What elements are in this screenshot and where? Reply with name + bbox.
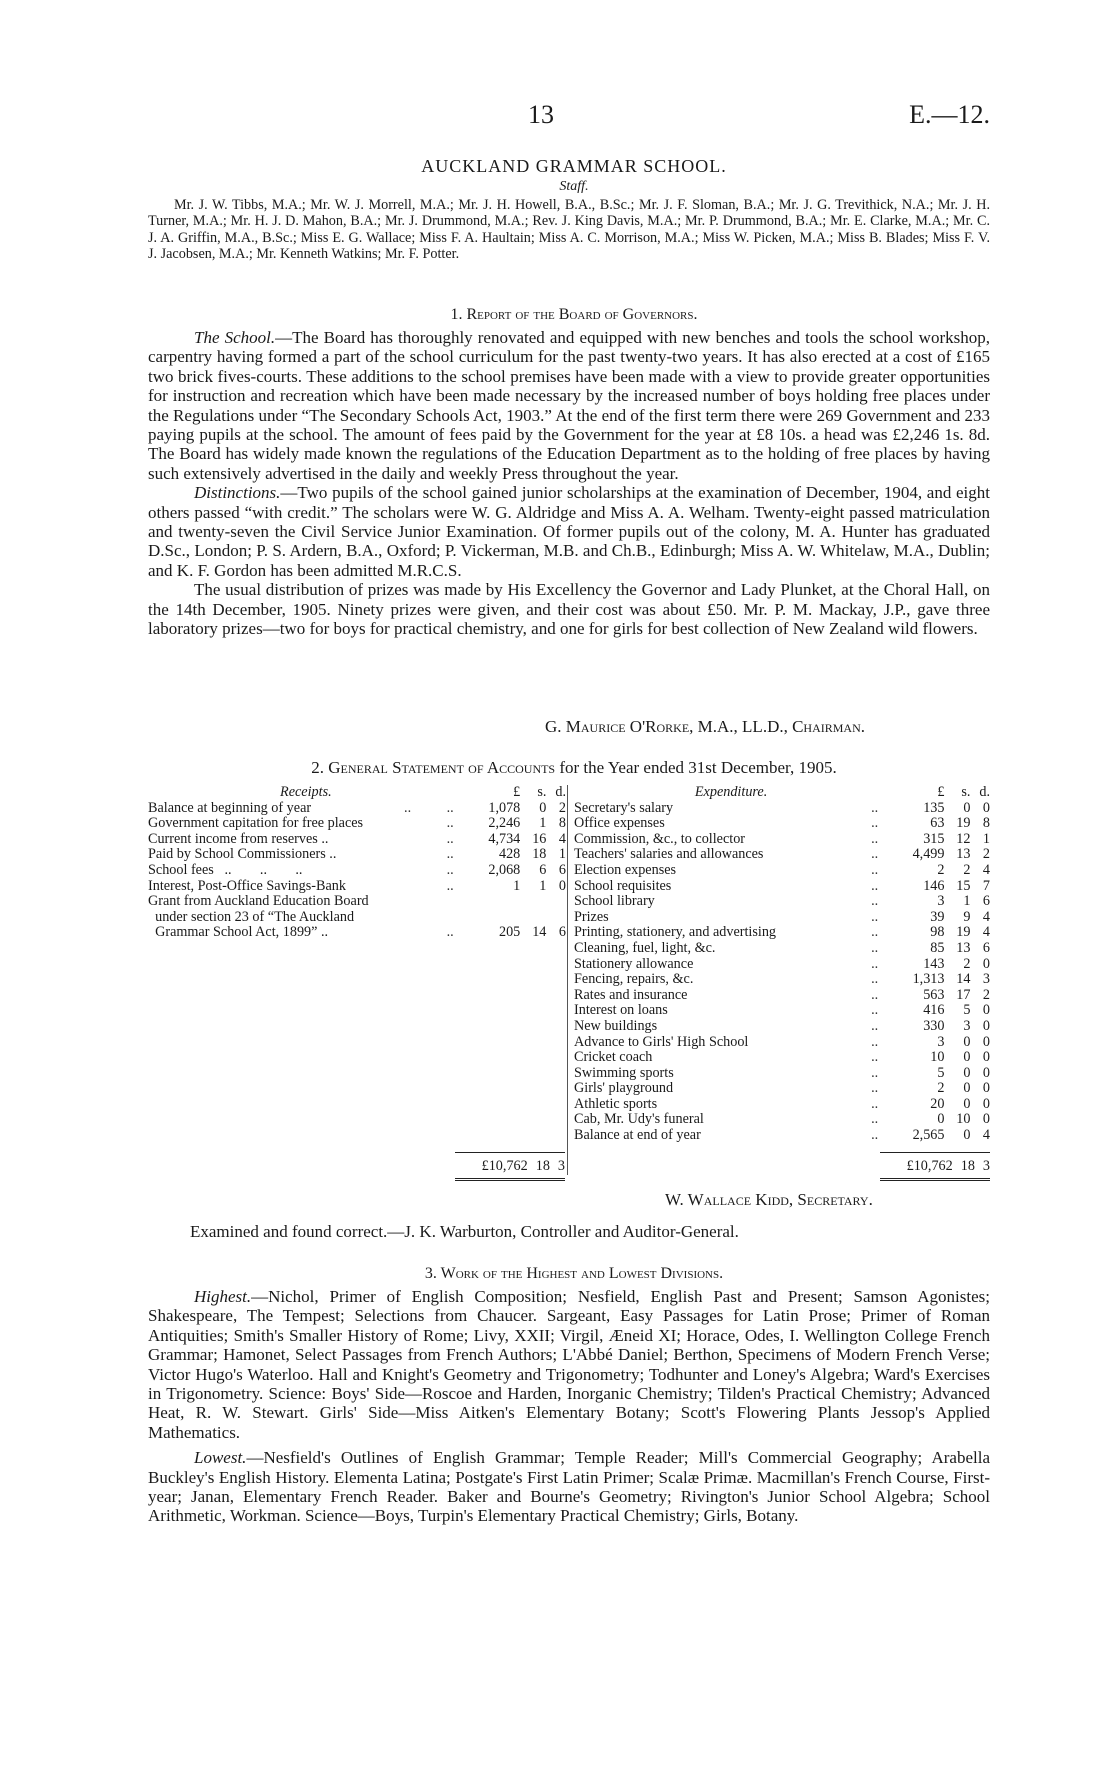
expenditure-total-rule <box>880 1152 990 1153</box>
amount-pence: 4 <box>982 908 990 925</box>
amount-pence: 6 <box>982 939 990 956</box>
account-row <box>574 1019 990 1035</box>
amount-pounds: 4,499 <box>912 846 945 863</box>
section2-heading <box>0 758 1114 778</box>
account-label <box>574 832 888 848</box>
paragraph-lowest <box>148 1448 990 1526</box>
label-text: Athletic sports <box>574 1095 658 1112</box>
account-label <box>574 1035 888 1051</box>
account-label <box>148 894 464 910</box>
amount-shillings: 0 <box>963 1095 971 1112</box>
amount-shillings: 14 <box>532 924 547 941</box>
account-label <box>574 1081 888 1097</box>
account-label <box>148 847 464 863</box>
leader-dots: .. <box>871 815 879 832</box>
total-pence: 3 <box>982 1158 990 1174</box>
label-text: New buildings <box>574 1017 658 1034</box>
label-text: Prizes <box>574 908 609 925</box>
amount-pounds: 2 <box>937 861 945 878</box>
label-text: Cleaning, fuel, light, &c. <box>574 939 716 956</box>
amount-pence: 8 <box>558 815 566 832</box>
account-row <box>148 816 566 832</box>
expenditure-column <box>574 785 990 1144</box>
amount-pounds: 2,246 <box>488 815 521 832</box>
receipts-heading: Receipts. <box>280 784 332 800</box>
leader-dots: .. .. <box>404 799 454 816</box>
account-label <box>574 847 888 863</box>
account-label <box>574 1019 888 1035</box>
amount-shillings: 19 <box>956 924 971 941</box>
paragraph-lead: Highest. <box>194 1287 252 1306</box>
amount-pence: 0 <box>982 955 990 972</box>
amount-shillings: 0 <box>963 1080 971 1097</box>
amount-pence: 0 <box>982 1049 990 1066</box>
amount-shillings: 6 <box>539 861 547 878</box>
account-label <box>574 972 888 988</box>
label-text: Government capitation for free places <box>148 815 364 832</box>
section1-heading: 1. Report of the Board of Governors. <box>450 306 698 323</box>
leader-dots: .. <box>871 893 879 910</box>
amount-pence: 0 <box>982 1033 990 1050</box>
account-row <box>148 832 566 848</box>
label-text: Stationery allowance <box>574 955 694 972</box>
amount-pence: 1 <box>982 830 990 847</box>
account-row <box>574 1050 990 1066</box>
label-text: School library <box>574 893 655 910</box>
account-label <box>148 801 464 817</box>
amount-pounds: 416 <box>923 1002 945 1019</box>
paragraph-text: The usual distribution of prizes was made by His Excellency the Governor and Lady Plunket, at the Choral Hall, on the 14th December, 1905. Ninety prizes were given, and their cost was about £50. Mr. P. M. Mackay, J.P., gave three laboratory prizes—two for boys for practical chemistry, and one for girls for best collection of New Zealand wild flowers. <box>148 580 990 639</box>
chairman-signature: G. Maurice O'Rorke, M.A., LL.D., Chairman. <box>545 717 866 736</box>
amount-pounds: 143 <box>923 955 945 972</box>
amount-pounds: 2 <box>937 1080 945 1097</box>
amount-pence: 8 <box>982 815 990 832</box>
amount-shillings: 0 <box>963 1064 971 1081</box>
amount-shillings: 17 <box>956 986 971 1003</box>
col-pounds: £ <box>937 784 945 800</box>
paragraph-highest <box>148 1287 990 1442</box>
account-row <box>148 847 566 863</box>
account-label <box>574 816 888 832</box>
leader-dots: .. <box>871 877 879 894</box>
leader-dots: .. <box>871 1111 879 1128</box>
account-row <box>574 1003 990 1019</box>
amount-pounds: 3 <box>937 893 945 910</box>
expenditure-table <box>574 785 990 1144</box>
account-label <box>574 957 888 973</box>
heading-rest: for the Year ended 31st December, 1905. <box>555 758 837 777</box>
amount-pence: 4 <box>982 1127 990 1144</box>
amount-pence: 0 <box>982 1064 990 1081</box>
leader-dots: .. <box>871 1049 879 1066</box>
paragraph-text: —Nesfield's Outlines of English Grammar; Temple Reader; Mill's Commercial Geography; Arabella Buckley's English History. Elementa Latina; Postgate's First Latin Primer; Scalæ Primæ. Macmillan's French Course, First-year; Janan, Elementary French Reader. Baker and Bourne's Geometry; Rivington's Junior School Algebra; School Arithmetic, Workman. Science—Boys, Turpin's Elementary Practical Chemistry; Girls, Botany. <box>148 1448 990 1526</box>
total-pounds: £10,762 <box>906 1158 953 1174</box>
account-row <box>574 894 990 910</box>
section3-heading: 3. Work of the Highest and Lowest Divisions. <box>424 1265 724 1282</box>
amount-pence: 3 <box>982 971 990 988</box>
account-row <box>574 1081 990 1097</box>
amount-shillings: 1 <box>539 877 547 894</box>
account-label <box>574 879 888 895</box>
total-shillings: 18 <box>535 1158 550 1174</box>
leader-dots: .. <box>871 1064 879 1081</box>
amount-pence <box>546 910 566 926</box>
amount-pence: 0 <box>982 1002 990 1019</box>
account-label <box>574 1097 888 1113</box>
account-label <box>148 910 464 926</box>
amount-pence: 0 <box>982 1095 990 1112</box>
expenditure-total <box>865 1158 990 1175</box>
account-row <box>574 879 990 895</box>
amount-shillings: 15 <box>956 877 971 894</box>
amount-shillings: 12 <box>956 830 971 847</box>
label-text: Rates and insurance <box>574 986 688 1003</box>
label-text: Swimming sports <box>574 1064 674 1081</box>
amount-pence: 4 <box>982 861 990 878</box>
amount-pounds: 205 <box>498 924 521 941</box>
amount-pounds: 63 <box>930 815 945 832</box>
label-text: Cab, Mr. Udy's funeral <box>574 1111 704 1128</box>
col-pounds: £ <box>513 784 521 800</box>
leader-dots: .. <box>871 1017 879 1034</box>
amount-pence: 0 <box>982 1017 990 1034</box>
leader-dots: .. <box>871 830 879 847</box>
amount-shillings: 10 <box>956 1111 971 1128</box>
account-row <box>148 894 566 910</box>
amount-shillings: 3 <box>963 1017 971 1034</box>
amount-pence <box>546 894 566 910</box>
account-label <box>574 801 888 817</box>
amount-pence: 0 <box>558 877 566 894</box>
expenditure-total-double-rule <box>880 1178 990 1181</box>
label-text: Paid by School Commissioners .. <box>148 846 337 863</box>
amount-pence: 6 <box>982 893 990 910</box>
paragraph-school <box>148 328 990 483</box>
amount-pence: 7 <box>982 877 990 894</box>
receipts-total-rule <box>455 1152 565 1153</box>
paragraph-distinctions <box>148 483 990 580</box>
leader-dots: .. <box>871 955 879 972</box>
paragraph-text: —Two pupils of the school gained junior scholarships at the examination of December, 1904, and eight others passed “with credit.” The scholars were W. G. Aldridge and Miss A. A. Welham. Twenty-eight passed matriculation and twenty-seven the Civil Service Junior Examination. Of former pupils out of the colony, M. A. Hunter has graduated D.Sc., London; P. S. Ardern, B.A., Oxford; P. Vickerman, M.B. and Ch.B., Edinburgh; Miss A. W. Whitelaw, M.A., Dublin; and K. F. Gordon has been admitted M.R.C.S. <box>148 483 990 580</box>
amount-pounds: 1,078 <box>488 799 521 816</box>
account-label <box>574 863 888 879</box>
account-row <box>574 925 990 941</box>
leader-dots: .. <box>871 846 879 863</box>
amount-pounds <box>464 910 521 926</box>
amount-shillings: 5 <box>963 1002 971 1019</box>
account-label <box>574 1050 888 1066</box>
amount-pounds: 2,068 <box>488 861 521 878</box>
col-pence: d. <box>979 784 990 800</box>
account-label <box>574 910 888 926</box>
staff-list: Mr. J. W. Tibbs, M.A.; Mr. W. J. Morrell, M.A.; Mr. J. H. Howell, B.A., B.Sc.; Mr. J. F. Sloman, B.A.; Mr. J. G. Trevithick, N.A.; Mr. J. H. Turner, M.A.; Mr. H. J. D. Mahon, B.A.; Mr. J. Drummond, M.A.; Rev. J. King Davis, M.A.; Mr. P. Drummond, B.A.; Mr. E. Clarke, M.A.; Mr. C. J. A. Griffin, M.A., B.Sc.; Miss E. G. Wallace; Miss F. A. Haultain; Miss A. C. Morrison, M.A.; Miss W. Picken, M.A.; Miss B. Blades; Miss F. V. J. Jacobsen, M.A.; Mr. Kenneth Watkins; Mr. F. Potter. <box>148 197 990 262</box>
page-title: AUCKLAND GRAMMAR SCHOOL. <box>421 156 727 176</box>
amount-pence: 6 <box>558 924 566 941</box>
leader-dots: .. <box>446 861 454 878</box>
section3-body <box>148 1287 990 1526</box>
label-text: Teachers' salaries and allowances <box>574 846 764 863</box>
account-row <box>148 863 566 879</box>
account-row <box>574 1112 990 1128</box>
total-pounds: £10,762 <box>481 1158 528 1174</box>
account-label <box>574 941 888 957</box>
leader-dots: .. <box>871 861 879 878</box>
account-row <box>574 1035 990 1051</box>
amount-pounds: 563 <box>923 986 945 1003</box>
amount-shillings: 2 <box>963 861 971 878</box>
leader-dots: .. <box>446 877 454 894</box>
amount-pounds: 1 <box>513 877 521 894</box>
label-text: Printing, stationery, and advertising <box>574 924 777 941</box>
amount-shillings: 0 <box>539 799 547 816</box>
amount-shillings <box>520 894 546 910</box>
account-row <box>148 925 566 941</box>
account-row <box>574 1066 990 1082</box>
account-row <box>574 988 990 1004</box>
amount-pence: 4 <box>558 830 566 847</box>
label-text: Interest, Post-Office Savings-Bank <box>148 877 346 894</box>
amount-shillings: 1 <box>963 893 971 910</box>
amount-shillings <box>520 910 546 926</box>
account-label <box>574 894 888 910</box>
amount-pounds: 5 <box>937 1064 945 1081</box>
leader-dots: .. <box>871 1002 879 1019</box>
amount-pounds <box>464 894 521 910</box>
leader-dots: .. <box>446 846 454 863</box>
paragraph-lead: Lowest. <box>194 1448 247 1468</box>
amount-pence: 0 <box>982 1080 990 1097</box>
label-text: Interest on loans <box>574 1002 668 1019</box>
leader-dots: .. <box>871 1080 879 1097</box>
amount-shillings: 0 <box>963 799 971 816</box>
account-row <box>574 832 990 848</box>
paragraph-prizes <box>148 580 990 638</box>
secretary-signature: W. Wallace Kidd, Secretary. <box>665 1190 873 1209</box>
label-text: School requisites <box>574 877 672 894</box>
amount-pounds: 3 <box>937 1033 945 1050</box>
account-label <box>574 1128 888 1144</box>
account-label <box>574 1066 888 1082</box>
label-text: Commission, &c., to collector <box>574 830 746 847</box>
amount-pounds: 1,313 <box>912 971 945 988</box>
account-row <box>148 801 566 817</box>
account-row <box>574 1097 990 1113</box>
total-shillings: 18 <box>960 1158 975 1174</box>
amount-shillings: 1 <box>539 815 547 832</box>
leader-dots: .. <box>871 971 879 988</box>
paragraph-lead: The School. <box>194 328 276 347</box>
account-row <box>148 910 566 926</box>
receipts-column <box>148 785 568 941</box>
account-label <box>148 863 464 879</box>
paragraph-lead: Distinctions. <box>194 483 281 503</box>
receipts-total-double-rule <box>455 1178 565 1181</box>
amount-pence: 4 <box>982 924 990 941</box>
leader-dots: .. <box>871 799 879 816</box>
account-row <box>574 801 990 817</box>
label-text: Secretary's salary <box>574 799 674 816</box>
label-text: Girls' playground <box>574 1080 674 1097</box>
amount-pounds: 10 <box>930 1049 945 1066</box>
amount-pounds: 2,565 <box>912 1127 945 1144</box>
amount-pence: 2 <box>982 986 990 1003</box>
leader-dots: .. <box>871 924 879 941</box>
amount-pence: 2 <box>558 799 566 816</box>
label-text: Fencing, repairs, &c. <box>574 971 694 988</box>
staff-heading: Staff. <box>559 179 589 194</box>
label-text: Grammar School Act, 1899” .. <box>148 924 329 941</box>
leader-dots: .. <box>446 924 454 941</box>
paragraph-text: —The Board has thoroughly renovated and equipped with new benches and tools the school workshop, carpentry having formed a part of the school curriculum for the past twenty-two years. It has also erected at a cost of £165 two brick fives-courts. These additions to the school premises have been made with a view to provide greater opportunities for instruction and recreation which have been made necessary by the increased number of boys holding free places under the Regulations under “The Secondary Schools Act, 1903.” At the end of the first term there were 269 Government and 233 paying pupils at the school. The amount of fees paid by the Government for the year at £8 10s. a head was £2,246 1s. 8d. The Board has widely made known the regulations of the Education Department as to the holding of free places by having such extensively advertised in the daily and weekly Press throughout the year. <box>148 328 990 483</box>
leader-dots: .. <box>871 939 879 956</box>
amount-shillings: 16 <box>532 830 547 847</box>
amount-shillings: 18 <box>532 846 547 863</box>
account-row <box>148 879 566 895</box>
amount-shillings: 0 <box>963 1049 971 1066</box>
leader-dots: .. <box>871 1095 879 1112</box>
amount-pence: 6 <box>558 861 566 878</box>
amount-pounds: 85 <box>930 939 945 956</box>
leader-dots: .. <box>871 1127 879 1144</box>
page-number: 13 <box>528 100 554 129</box>
receipts-table <box>148 785 566 941</box>
label-text: Office expenses <box>574 815 665 832</box>
column-divider <box>567 785 569 1175</box>
label-text: School fees .. .. .. <box>148 861 303 878</box>
label-text: Balance at end of year <box>574 1127 701 1144</box>
amount-pence: 0 <box>982 799 990 816</box>
receipts-total <box>440 1158 565 1175</box>
paragraph-text: —Nichol, Primer of English Composition; Nesfield, English Past and Present; Samson Agonistes; Shakespeare, The Tempest; Selections from Chaucer. Sargeant, Easy Passages for Latin Prose; Primer of Roman Antiquities; Smith's Smaller History of Rome; Livy, XXII; Virgil, Æneid XI; Horace, Odes, I. Wellington College French Grammar; Hamonet, Select Passages from French Authors; L'Abbé Daniel; Berthon, Specimens of Modern French Verse; Victor Hugo's Waterloo. Hall and Knight's Geometry and Trigonometry; Todhunter and Loney's Algebra; Ward's Exercises in Trigonometry. Science: Boys' Side—Roscoe and Harden, Inorganic Chemistry; Tilden's Practical Chemistry; Advanced Heat, R. W. Stewart. Girls' Side—Miss Aitken's Elementary Botany; Scott's Flowering Plants Jessop's Applied Mathematics. <box>148 1287 990 1442</box>
amount-shillings: 0 <box>963 1033 971 1050</box>
document-reference: E.—12. <box>909 100 990 129</box>
account-row <box>574 941 990 957</box>
label-text: Current income from reserves .. <box>148 830 329 847</box>
amount-shillings: 13 <box>956 939 971 956</box>
leader-dots: .. <box>446 830 454 847</box>
amount-pounds: 20 <box>930 1095 945 1112</box>
amount-shillings: 14 <box>956 971 971 988</box>
section1-body <box>148 328 990 639</box>
amount-pence: 0 <box>982 1111 990 1128</box>
heading-small-caps: 2. General Statement of Accounts <box>311 758 556 777</box>
col-shillings: s. <box>537 784 547 800</box>
account-label <box>574 1003 888 1019</box>
account-label <box>574 1112 888 1128</box>
account-row <box>574 957 990 973</box>
account-label <box>148 925 464 941</box>
leader-dots: .. <box>871 986 879 1003</box>
auditor-note: Examined and found correct.—J. K. Warburton, Controller and Auditor-General. <box>190 1222 739 1241</box>
amount-pence: 1 <box>558 846 566 863</box>
amount-shillings: 19 <box>956 815 971 832</box>
account-label <box>574 988 888 1004</box>
label-text: Advance to Girls' High School <box>574 1033 749 1050</box>
account-label <box>574 925 888 941</box>
amount-pounds: 146 <box>923 877 945 894</box>
account-label <box>148 832 464 848</box>
label-text: Grant from Auckland Education Board <box>148 893 369 910</box>
account-label <box>148 816 464 832</box>
amount-pounds: 39 <box>930 908 945 925</box>
amount-shillings: 2 <box>963 955 971 972</box>
label-text: Election expenses <box>574 861 677 878</box>
col-pence: d. <box>555 784 566 800</box>
total-pence: 3 <box>557 1158 565 1174</box>
leader-dots: .. <box>871 908 879 925</box>
account-row <box>574 816 990 832</box>
account-row <box>574 972 990 988</box>
label-text: under section 23 of “The Auckland <box>148 908 355 925</box>
amount-pounds: 135 <box>923 799 945 816</box>
account-row <box>574 863 990 879</box>
amount-shillings: 9 <box>963 908 971 925</box>
leader-dots: .. <box>446 815 454 832</box>
amount-pounds: 98 <box>930 924 945 941</box>
label-text: Balance at beginning of year <box>148 799 312 816</box>
amount-shillings: 13 <box>956 846 971 863</box>
amount-pounds: 4,734 <box>488 830 521 847</box>
account-row <box>574 910 990 926</box>
label-text: Cricket coach <box>574 1049 653 1066</box>
amount-pence: 2 <box>982 846 990 863</box>
leader-dots: .. <box>871 1033 879 1050</box>
account-row <box>574 1128 990 1144</box>
amount-pounds: 330 <box>923 1017 945 1034</box>
amount-pounds: 315 <box>923 830 945 847</box>
amount-pounds: 0 <box>937 1111 945 1128</box>
amount-shillings: 0 <box>963 1127 971 1144</box>
amount-pounds: 428 <box>498 846 521 863</box>
account-label <box>148 879 464 895</box>
col-shillings: s. <box>961 784 971 800</box>
account-row <box>574 847 990 863</box>
expenditure-heading: Expenditure. <box>694 784 768 800</box>
